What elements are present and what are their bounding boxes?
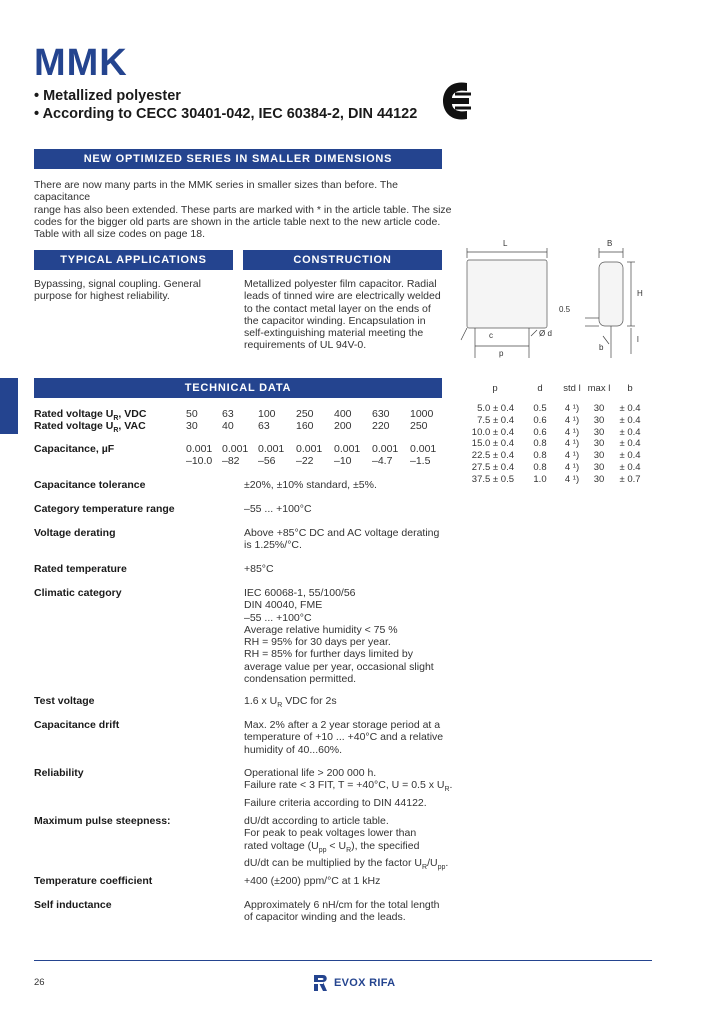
tech-value-text: condensation permitted. [244, 673, 357, 686]
cap-min-value: 0.001 [410, 443, 437, 455]
rated-vdc-sub: R [113, 415, 119, 423]
tech-value-line [244, 899, 454, 911]
tech-value-text: For peak to peak voltages lower than [244, 827, 417, 840]
tech-value-line [244, 857, 454, 874]
dim-cell: 4 ¹) [564, 414, 580, 426]
tech-value-text: –55 ... +100°C [244, 503, 312, 515]
intro-line: There are now many parts in the MMK series in smaller sizes than before. The capacitance [34, 179, 398, 204]
tech-value-line [244, 661, 454, 673]
construction-line: to the contact metal layer on the ends of [244, 302, 431, 315]
applications-bar: TYPICAL APPLICATIONS [34, 250, 233, 270]
dim-cell: 10.0 ± 0.4 [471, 426, 514, 438]
tech-value-text: Failure rate < 3 FIT, T = +40°C, U = 0.5 x U [244, 779, 445, 792]
tech-value-text: Operational life > 200 000 h. [244, 767, 377, 779]
tech-value-text: /U [427, 856, 438, 869]
tech-value [244, 695, 454, 712]
tech-label: Maximum pulse steepness: [34, 815, 171, 827]
dim-cell: 0.5 [533, 403, 547, 414]
tech-label: Voltage derating [34, 527, 116, 539]
dim-cell: 27.5 ± 0.4 [471, 462, 514, 473]
intro-line: codes for the bigger old parts are shown in the article table next to the new article code. [34, 215, 441, 228]
cap-min-value: 0.001 [334, 443, 361, 455]
tech-value [244, 563, 454, 575]
tech-value-line [244, 695, 454, 712]
construction-line: Metallized polyester film capacitor. Radial [244, 278, 437, 290]
tech-value-line [244, 827, 454, 839]
rated-vac-value: 63 [258, 420, 270, 432]
dim-cell: ± 0.4 [619, 450, 641, 462]
cap-max-value: –56 [258, 455, 276, 467]
dim-label-b-tolerance: b [599, 343, 604, 352]
dim-cell: 37.5 ± 0.5 [471, 473, 514, 485]
rated-vdc-label-text: Rated voltage U [34, 408, 114, 420]
dim-cell: 4 ¹) [564, 462, 580, 473]
tech-value-line [244, 840, 454, 857]
tech-value-line [244, 875, 454, 887]
tech-value-line [244, 612, 454, 624]
tech-value-line [244, 731, 454, 743]
dim-cell: 4 ¹) [564, 473, 580, 485]
brand-name: EVOX RIFA [334, 977, 396, 989]
cap-max-value: –22 [296, 455, 314, 467]
tech-value [244, 587, 454, 685]
dim-header: std l [563, 383, 581, 394]
dim-cell: ± 0.4 [619, 438, 641, 450]
tech-value-line [244, 673, 454, 685]
cap-max-value: –82 [222, 455, 240, 467]
dim-cell: ± 0.4 [619, 426, 641, 438]
dim-label-b: B [607, 239, 613, 248]
rated-vdc-value: 63 [222, 408, 234, 420]
bullet-standards: • According to CECC 30401-042, IEC 60384-2, DIN 44122 [34, 106, 418, 122]
tech-value-text: RH = 95% for 30 days per year. [244, 636, 391, 649]
tech-label: Self inductance [34, 899, 112, 911]
rated-vac-sub: R [113, 427, 119, 435]
rated-vdc-value: 400 [334, 408, 352, 420]
cap-min-value: 0.001 [222, 443, 249, 455]
tech-value-text: Above +85°C DC and AC voltage derating [244, 527, 440, 539]
footer-rule [34, 960, 652, 961]
tech-value-line [244, 767, 454, 779]
tech-value-sub: R [346, 846, 352, 854]
dim-cell: 22.5 ± 0.4 [471, 450, 514, 462]
dim-cell: 30 [593, 426, 605, 438]
dim-cell: 0.6 [533, 414, 547, 426]
tech-value-sub: pp [437, 864, 446, 872]
tech-value-line [244, 719, 454, 731]
technical-bar: TECHNICAL DATA [34, 378, 442, 398]
applications-line: purpose for highest reliability. [34, 290, 170, 303]
tech-label: Capacitance drift [34, 719, 120, 731]
rated-vac-label [34, 420, 146, 434]
tech-value-line [244, 636, 454, 648]
tech-label: Test voltage [34, 695, 95, 707]
tech-label: Category temperature range [34, 503, 175, 515]
tech-value [244, 875, 454, 887]
intro-line: range has also been extended. These parts are marked with * in the article table. The size [34, 203, 452, 216]
tech-value [244, 899, 454, 924]
rated-vdc-value: 100 [258, 408, 276, 420]
applications-line: Bypassing, signal coupling. General [34, 278, 201, 290]
tech-value-line [244, 479, 454, 491]
cap-max-value: –1.5 [410, 455, 431, 467]
dim-cell: 15.0 ± 0.4 [471, 438, 514, 450]
dim-label-d: Ø d [539, 329, 552, 338]
rated-vac-value: 160 [296, 420, 314, 432]
dim-cell: 4 ¹) [564, 438, 580, 450]
rated-vac-value: 40 [222, 420, 234, 432]
tech-value-text: DIN 40040, FME [244, 599, 323, 612]
tech-value-line [244, 599, 454, 611]
tech-value-line [244, 587, 454, 599]
tech-value-text: IEC 60068-1, 55/100/56 [244, 587, 356, 599]
applications-text [34, 278, 234, 303]
dim-cell: 1.0 [533, 473, 547, 485]
intro-text [34, 179, 454, 240]
dim-cell: 0.8 [533, 450, 547, 462]
tech-value [244, 767, 454, 809]
rated-vac-value: 30 [186, 420, 198, 432]
dim-cell: 0.8 [533, 438, 547, 450]
dim-cell: 30 [593, 438, 605, 450]
dim-header: max l [587, 383, 611, 394]
cap-min-value: 0.001 [296, 443, 323, 455]
dim-label-p: p [499, 349, 504, 358]
tech-value-text: dU/dt according to article table. [244, 815, 389, 827]
dim-cell: 30 [593, 403, 605, 414]
tech-label: Climatic category [34, 587, 122, 599]
tech-label: Temperature coefficient [34, 875, 153, 887]
rated-vac-label-text: Rated voltage U [34, 420, 114, 432]
tech-value-text: Max. 2% after a 2 year storage period at a [244, 719, 441, 731]
dim-label-l: L [503, 239, 508, 248]
dim-cell: 4 ¹) [564, 426, 580, 438]
tech-value-text: . [445, 856, 449, 869]
dim-header: b [627, 383, 633, 394]
capacitance-label: Capacitance, µF [34, 443, 115, 455]
dim-cell: 5.0 ± 0.4 [477, 403, 514, 414]
cap-max-value: –4.7 [372, 455, 393, 467]
tech-label: Reliability [34, 767, 84, 779]
tech-value-text: +400 (±200) ppm/°C at 1 kHz [244, 875, 381, 887]
dim-label-offset: 0.5 [559, 305, 571, 314]
dim-cell: 4 ¹) [564, 450, 580, 462]
cap-max-value: –10 [334, 455, 352, 467]
rated-vac-value: 250 [410, 420, 428, 432]
tech-value-text: < U [326, 839, 347, 852]
bullet-metallized: • Metallized polyester [34, 88, 181, 104]
cap-min-value: 0.001 [258, 443, 285, 455]
construction-bar: CONSTRUCTION [243, 250, 442, 270]
dim-label-h: H [637, 289, 643, 298]
construction-line: self-extinguishing material meeting the [244, 327, 424, 340]
tech-value-line [244, 797, 454, 809]
dim-cell: 30 [593, 462, 605, 473]
tech-value-text: ±20%, ±10% standard, ±5%. [244, 479, 377, 491]
tech-value-text: humidity of 40...60%. [244, 743, 343, 756]
tech-value-text: RH = 85% for further days limited by [244, 648, 413, 661]
dim-cell: 30 [593, 473, 605, 485]
dim-cell: ± 0.7 [619, 473, 641, 485]
rated-vac-value: 200 [334, 420, 352, 432]
rated-vdc-value: 50 [186, 408, 198, 420]
dim-label-c: c [489, 331, 493, 340]
tech-value-text: of capacitor winding and the leads. [244, 911, 406, 924]
cap-max-value: –10.0 [186, 455, 213, 467]
construction-line: requirements of UL 94V-0. [244, 339, 367, 352]
dim-header: d [537, 383, 543, 394]
brand-logo [313, 973, 395, 993]
dim-cell: 0.6 [533, 426, 547, 438]
capacitor-dimension-drawing [455, 236, 655, 364]
rated-vdc-value: 630 [372, 408, 390, 420]
intro-line: Table with all size codes on page 18. [34, 228, 206, 241]
rated-vac-unit: , VAC [118, 420, 146, 432]
tech-value-text: 1.6 x U [244, 695, 278, 707]
tech-value-text: . [449, 779, 453, 792]
dim-cell: 30 [593, 414, 605, 426]
tech-value-sub: pp [318, 846, 327, 854]
tech-value-line [244, 539, 454, 551]
tech-value [244, 527, 454, 552]
page-title: MMK [34, 42, 128, 84]
tech-value-text: +85°C [244, 563, 274, 575]
cap-min-value: 0.001 [372, 443, 399, 455]
tech-value-line [244, 527, 454, 539]
tech-value-line [244, 563, 454, 575]
construction-line: the capacitor winding. Encapsulation in [244, 314, 426, 327]
tech-value-text: average value per year, occasional slight [244, 660, 434, 673]
construction-line: leads of tinned wire are electrically welded [244, 290, 441, 303]
tech-value-text: dU/dt can be multiplied by the factor U [244, 856, 423, 869]
dim-cell: 30 [593, 450, 605, 462]
tech-value-text: Failure criteria according to DIN 44122. [244, 796, 427, 809]
rated-vdc-unit: , VDC [118, 408, 147, 420]
tech-value [244, 815, 454, 874]
tech-value [244, 719, 454, 756]
approval-mark-icon [441, 80, 475, 122]
rated-vac-value: 220 [372, 420, 390, 432]
tech-value-text: Average relative humidity < 75 % [244, 623, 398, 636]
page-number: 26 [34, 977, 45, 988]
tech-value-line [244, 744, 454, 756]
tech-value-text: rated voltage (U [244, 839, 319, 852]
dim-cell: 7.5 ± 0.4 [477, 414, 514, 426]
dim-cell: 4 ¹) [564, 403, 580, 414]
rated-vdc-value: 250 [296, 408, 314, 420]
construction-text [244, 278, 449, 352]
tech-value-line [244, 911, 454, 923]
tech-value-text: ), the specified [351, 839, 420, 852]
dim-cell: ± 0.4 [619, 414, 641, 426]
tech-value-text: temperature of +10 ... +40°C and a relative [244, 731, 444, 744]
tech-value-line [244, 648, 454, 660]
tech-value [244, 503, 454, 515]
tech-value-line [244, 815, 454, 827]
tech-value-sub: R [277, 702, 283, 710]
section-tab [0, 378, 18, 434]
dim-cell: ± 0.4 [619, 462, 641, 473]
dim-cell: 0.8 [533, 462, 547, 473]
tech-value [244, 479, 454, 491]
tech-value-text: VDC for 2s [282, 695, 337, 707]
dim-header: p [492, 383, 498, 394]
intro-bar: NEW OPTIMIZED SERIES IN SMALLER DIMENSIONS [34, 149, 442, 169]
tech-value-line [244, 624, 454, 636]
tech-value-text: –55 ... +100°C [244, 611, 312, 624]
tech-value-sub: R [422, 864, 428, 872]
cap-min-value: 0.001 [186, 443, 213, 455]
tech-label: Capacitance tolerance [34, 479, 146, 491]
rated-vdc-value: 1000 [410, 408, 434, 420]
evox-rifa-logo-icon [313, 974, 329, 992]
tech-value-text: Approximately 6 nH/cm for the total length [244, 899, 440, 911]
tech-value-line [244, 779, 454, 796]
tech-value-text: is 1.25%/°C. [244, 539, 302, 552]
dim-cell: ± 0.4 [619, 403, 641, 414]
dim-label-lead-length: l [637, 335, 639, 344]
tech-label: Rated temperature [34, 563, 127, 575]
tech-value-sub: R [444, 786, 450, 794]
tech-value-line [244, 503, 454, 515]
